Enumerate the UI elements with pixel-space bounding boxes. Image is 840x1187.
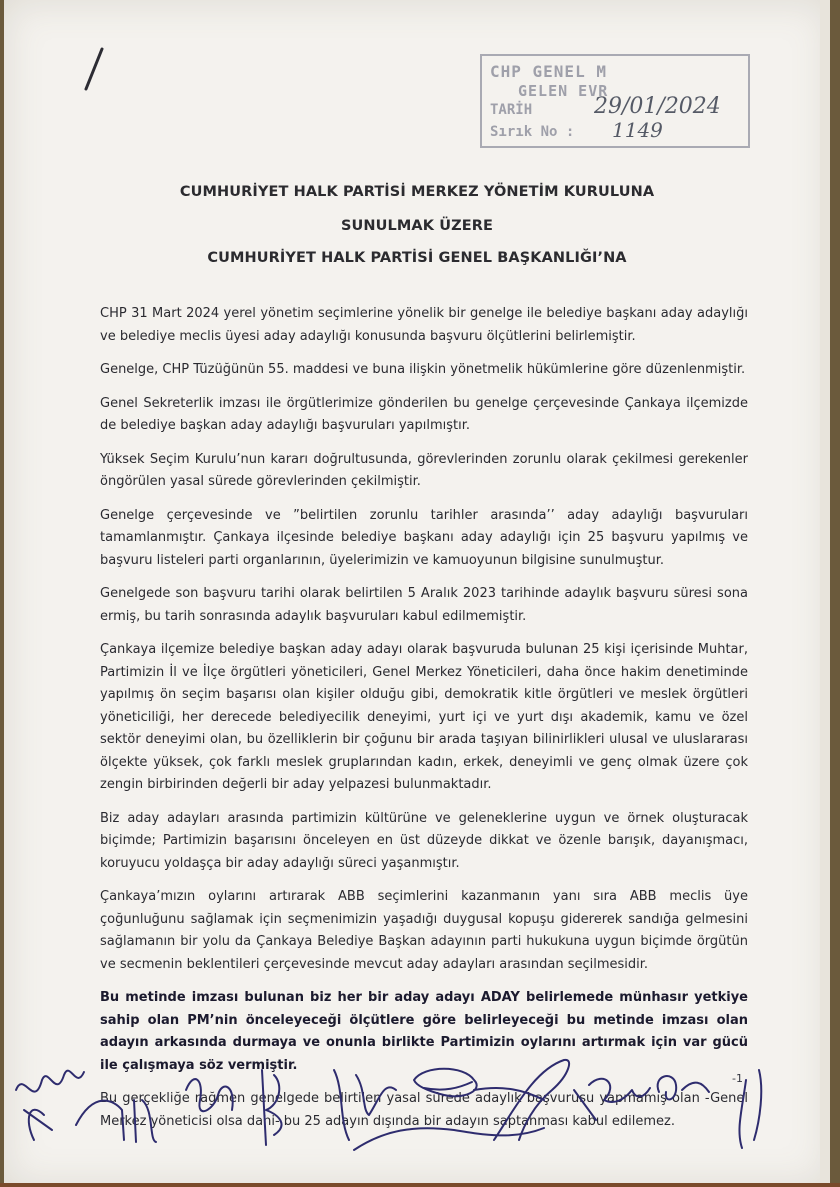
signature-9 <box>574 1079 650 1120</box>
stamp-line-1: CHP GENEL M <box>490 62 607 81</box>
signature-8 <box>494 1060 569 1140</box>
paragraph: Genelge çerçevesinde ve ”belirtilen zorunlu tarihler arasında’’ aday adaylığı başvuruları tamamlanmıştır. Çankaya ilçesinde belediye başkanı aday adaylığı için 25 başvuru yapılmış ve başvuru listeleri parti organlarının, üyelerimizin ve kamuoyunun bilgisine sunulmuştur. <box>100 507 748 568</box>
page-number: -1 <box>732 1072 743 1085</box>
paragraph: Biz aday adayları arasında partimizin kültürüne ve geleneklerine uygun ve örnek oluşturacak biçimde; Partimizin başarısını önceleyen en üst düzeyde dikkat ve özenle barışık, dayanışmacı, koruyucu yoldaşça bir aday adaylığı süreci yaşanmıştır. <box>100 810 748 871</box>
desk-strip <box>0 1183 840 1187</box>
signature-7 <box>354 1088 544 1150</box>
letter-body <box>100 303 748 1144</box>
stamp-number-handwritten: 1149 <box>612 118 663 142</box>
received-stamp <box>480 54 750 148</box>
signature-10 <box>658 1076 709 1099</box>
signature-3 <box>186 1079 233 1111</box>
signature-6 <box>414 1069 477 1097</box>
stamp-number-label: Sırık No : <box>490 124 575 140</box>
stamp-date-label: TARİH <box>490 102 533 118</box>
signature-2 <box>76 1100 156 1142</box>
heading-line-3: CUMHURİYET HALK PARTİSİ GENEL BAŞKANLIĞI’NA <box>207 250 627 266</box>
heading-line-1: CUMHURİYET HALK PARTİSİ MERKEZ YÖNETİM KURULUNA <box>179 184 655 200</box>
paper-edge <box>820 0 830 1187</box>
stamp-line-2: GELEN EVR <box>518 82 609 100</box>
handwritten-slash-mark <box>74 45 114 95</box>
document-page <box>4 0 830 1187</box>
paragraph: Çankaya ilçemize belediye başkan aday adayı olarak başvuruda bulunan 25 kişi içerisinde Muhtar, Partimizin İl ve İlçe örgütleri yöneticileri, Genel Merkez Yöneticileri, daha önce hakim denetiminde yapılmış ön seçim başarısı olan kişiler olduğu gibi, demokratik kitle örgütleri ve meslek örgütleri yöneticiliği, her derecede belediyecilik deneyimi, yurt içi ve yurt dışı akademik, kamu ve özel sektör deneyimi olan, bu özelliklerin bir çoğunu bir arada taşıyan bilinirlikleri ulusal ve uluslararası ölçekte yüksek, çok farklı meslek gruplarından kadın, erkek, deneyimli ve genç olmak üzere çok zengin birbirinden değerli bir aday yelpazesi bulunmaktadır. <box>100 642 748 792</box>
paragraph: Genelgede son başvuru tarihi olarak belirtilen 5 Aralık 2023 tarihinde adaylık başvuru süresi sona ermiş, bu tarih sonrasında adaylık başvuruları kabul edilmemiştir. <box>100 586 748 624</box>
paragraph: Çankaya’mızın oylarını artırarak ABB seçimlerini kazanmanın yanı sıra ABB meclis üye çoğunluğunu sağlamak için seçmenimizin yaşadığı duygusal kopuşu gidererek sandığa gelmesini sağlamanın bir yolu da Çankaya Belediye Başkan adayının parti hukukuna uygun biçimde örgütün ve secmenin beklentileri çerçevesinde mevcut aday adayları arasından seçilmesidir. <box>100 889 748 972</box>
signature-4 <box>262 1070 282 1145</box>
final-paragraph: Bu gerçekliğe rağmen genelgede belirtilen yasal sürede adaylık başvurusu yapmamış olan -Genel Merkez yöneticisi olsa dahi- bu 25 adayın dışında bir adayın saptanması kabul edilemez. <box>100 1091 748 1129</box>
signature-1 <box>16 1071 84 1140</box>
paragraph: Yüksek Seçim Kurulu’nun kararı doğrultusunda, görevlerinden zorunlu olarak çekilmesi gerekenler öngörülen yasal sürede görevlerinden çekilmiştir. <box>100 451 748 489</box>
stamp-date-handwritten: 29/01/2024 <box>594 94 721 119</box>
paragraph: Genelge, CHP Tüzüğünün 55. maddesi ve buna ilişkin yönetmelik hükümlerine göre düzenlenmiştir. <box>100 362 746 377</box>
bold-commitment-paragraph: Bu metinde imzası bulunan biz her bir aday adayı ADAY belirlemede münhasır yetkiye sahip olan PM’nin önceleyeceği ölçütlere göre belirleyeceği bu metinde imzası olan adayın arkasında durmaya ve onunla birlikte Partimizin oylarını artırmak için var gücü ile çalışmaya söz vermiştir. <box>100 990 748 1073</box>
paragraph: CHP 31 Mart 2024 yerel yönetim seçimlerine yönelik bir genelge ile belediye başkanı aday adaylığı ve belediye meclis üyesi aday adaylığı konusunda başvuru ölçütlerini belirlemiştir. <box>100 306 748 344</box>
heading-line-2: SUNULMAK ÜZERE <box>341 218 493 234</box>
signature-5 <box>334 1070 396 1140</box>
signatures-area <box>4 1030 830 1180</box>
paragraph: Genel Sekreterlik imzası ile örgütlerimize gönderilen bu genelge çerçevesinde Çankaya ilçemizde de belediye başkan aday adaylığı başvuruları yapılmıştır. <box>100 395 748 433</box>
